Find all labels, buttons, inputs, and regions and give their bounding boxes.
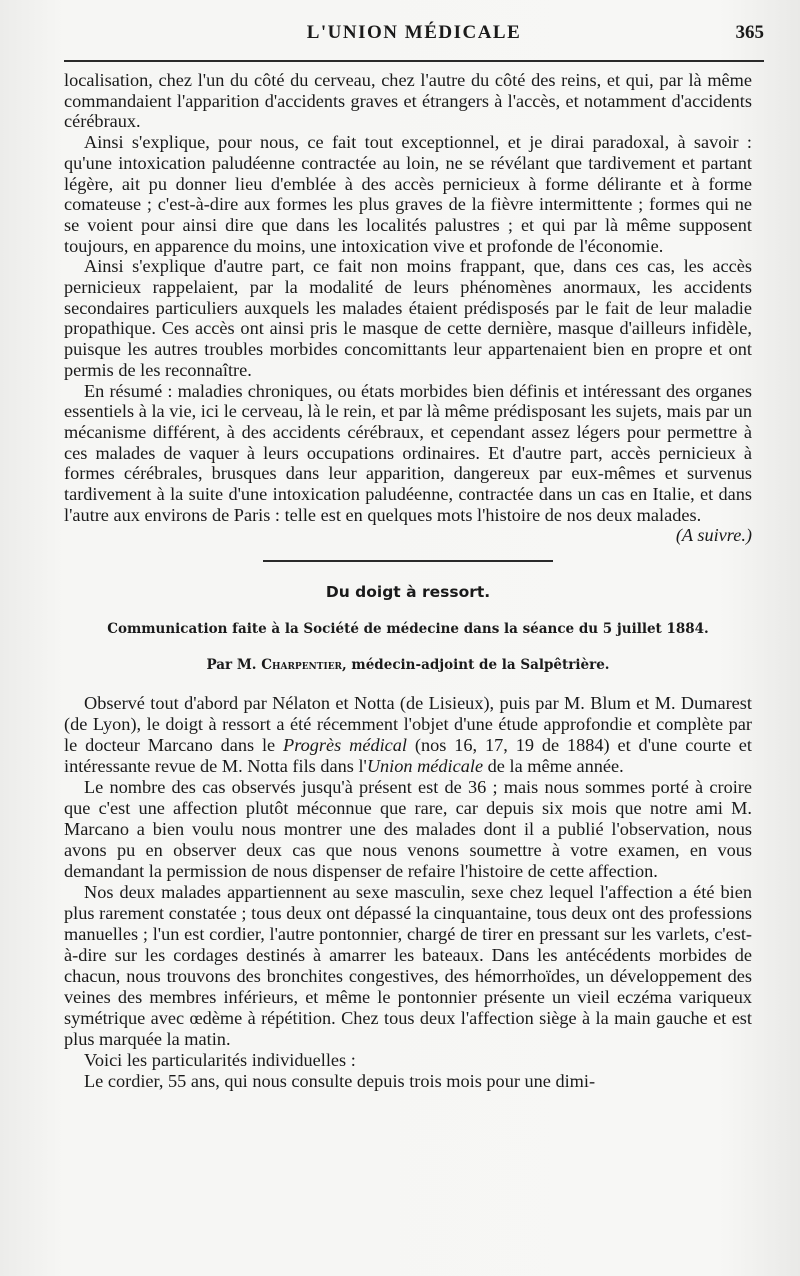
journal-title: Union médicale [366, 756, 484, 777]
section-divider [263, 560, 553, 562]
text-run: de la même année. [483, 756, 624, 777]
paragraph: Le cordier, 55 ans, qui nous consulte depuis trois mois pour une dimi- [84, 1071, 596, 1092]
paragraph: Nos deux malades appartiennent au sexe masculin, sexe chez lequel l'affection a été bien plus rarement constatée ; tous deux ont dépassé la cinquantaine, tous deux ont des professions manuelles ; l'un est cordier, l'autre pontonnier, chargé de tirer en pressant sur les varlets, c'est-à-dire sur les cordages destinés à amarrer les bateaux. Dans les antécédents morbides de chacun, nous trouvons des bronchites congestives, des hémorrhoïdes, un développement des veines des membres inférieurs, et même le pontonnier présente un vieil eczéma variqueux symétrique avec œdème à répétition. Chez tous deux l'affection siège à la main gauche et est plus marquée la matin. [64, 882, 752, 1050]
paragraph: Ainsi s'explique, pour nous, ce fait tout exceptionnel, et je dirai paradoxal, à savoir : qu'une intoxication paludéenne contractée au loin, ne se révélant que tardivement et partant légère, ait pu donner lieu d'emblée à des accès pernicieux à forme délirante et à forme comateuse ; c'est-à-dire aux formes les plus graves de la fièvre intermittente ; formes qui ne se voient pour ainsi dire que dans les localités palustres ; et qui par là même supposent toujours, en apparence du moins, une intoxication vive et profonde de l'économie. [64, 132, 752, 256]
text-run: Observé tout d'abord par Nélaton et Notta (de Lisieux), puis par M. Blum et M. Dumarest (de Lyon), le doigt à ressort a été récemment l'objet d'une étude approfondie et complète par le docteur Marcano dans le [64, 693, 752, 756]
paragraph: Voici les particularités individuelles : [84, 1050, 356, 1071]
author-line [64, 655, 752, 676]
communication-note: Communication faite à la Société de médecine dans la séance du 5 juillet 1884. [107, 620, 709, 637]
article-body [64, 693, 752, 1092]
article-title: Du doigt à ressort. [325, 583, 491, 602]
journal-title: Progrès médical [283, 735, 408, 756]
page-header [64, 22, 764, 52]
text-run: (nos 16, 17, 19 de 1884) et d'une courte et intéressante revue de M. Notta fils dans l' [64, 735, 753, 777]
paragraph [64, 693, 752, 777]
author-name: Charpentier [261, 656, 343, 673]
paragraph: localisation, chez l'un du côté du cerveau, chez l'autre du côté des reins, et qui, par là même commandaient l'apparition d'accidents graves et étrangers à l'accès, et notamment d'accidents cérébraux. [64, 70, 752, 132]
to-be-continued: (A suivre.) [675, 525, 752, 546]
paragraph: Ainsi s'explique d'autre part, ce fait non moins frappant, que, dans ces cas, les accès pernicieux rappelaient, par la modalité de leurs phénomènes anormaux, les accidents secondaires particuliers auxquels les malades étaient prédisposés par le fait de leur maladie propathique. Ces accès ont ainsi pris le masque de cette dernière, masque d'ailleurs infidèle, puisque les autres troubles morbides concomittants leur appartenaient bien en propre et ont permis de les reconnaître. [64, 256, 752, 380]
header-rule [64, 60, 764, 62]
author-suffix: , médecin-adjoint de la Salpêtrière. [342, 656, 610, 673]
running-title: L'UNION MÉDICALE [306, 22, 522, 43]
paragraph: Le nombre des cas observés jusqu'à présent est de 36 ; mais nous sommes porté à croire que c'est une affection plutôt méconnue que rare, car depuis six mois que notre ami M. Marcano a bien voulu nous montrer une des malades dont il a publié l'observation, nous avons pu en observer deux cas que nous venons soumettre à votre examen, en vous demandant la permission de nous dispenser de refaire l'histoire de cette affection. [64, 777, 752, 882]
paragraph: En résumé : maladies chroniques, ou états morbides bien définis et intéressant des organes essentiels à la vie, ici le cerveau, là le rein, et par là même prédisposant les sujets, mais par un mécanisme différent, à des accidents cérébraux, et cependant assez légers pour permettre à ces malades de vaquer à leurs occupations ordinaires. Et d'autre part, accès pernicieux à formes cérébrales, brusques dans leur apparition, dangereux par eux-mêmes et survenus tardivement à la suite d'une intoxication paludéenne, contractée dans un cas en Italie, et dans l'autre aux environs de Paris : telle est en quelques mots l'histoire de nos deux malades. [64, 380, 752, 525]
author-prefix: Par M. [206, 656, 257, 673]
page-number: 365 [735, 22, 764, 43]
text-column [64, 70, 752, 1092]
